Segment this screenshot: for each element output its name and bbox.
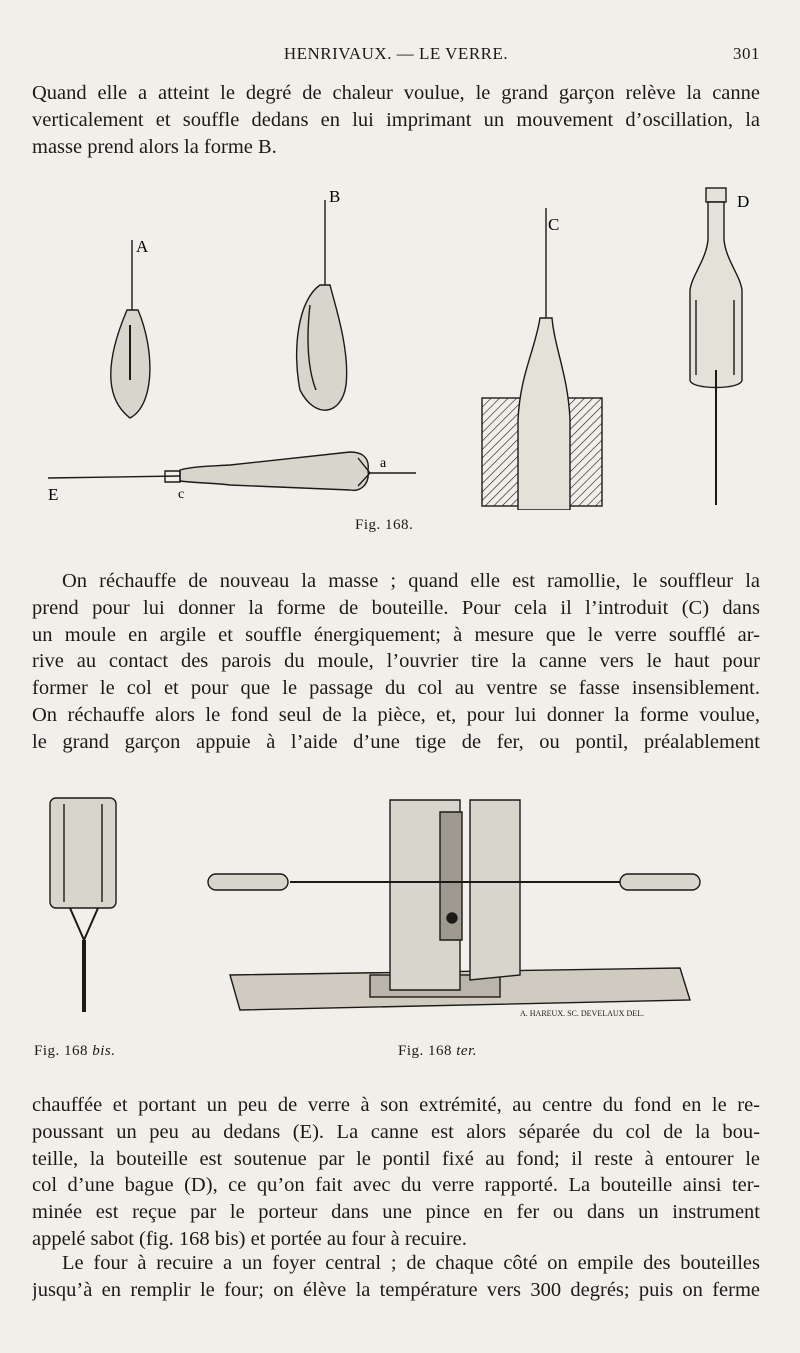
text-line: masse prend alors la forme B. <box>32 135 277 158</box>
header-title: HENRIVAUX. — LE VERRE. <box>283 44 509 63</box>
label-small-c: c <box>178 487 185 502</box>
text-line: col d’une bague (D), ce qu’on fait avec du verre rapporté. La bouteille ainsi ter- <box>32 1174 760 1197</box>
text-line: On réchauffe de nouveau la masse ; quand elle est ramollie, le souffleur la <box>62 570 760 592</box>
paragraph-1 <box>32 80 760 160</box>
label-a: A <box>136 237 149 256</box>
text-line: le grand garçon appuie à l’aide d’une tige de fer, ou pontil, préalablement <box>32 730 760 753</box>
running-header <box>32 44 760 70</box>
text-line: former le col et pour que le passage du col au ventre se fasse insensiblement. <box>32 677 760 700</box>
text-line: jusqu’à en remplir le four; on élève la température vers 300 degrés; puis on ferme <box>32 1278 760 1301</box>
label-d: D <box>737 192 750 211</box>
text-line: On réchauffe alors le fond seul de la pièce, et, pour lui donner la forme voulue, <box>32 703 760 726</box>
label-small-a: a <box>380 456 387 471</box>
caption-prefix: Fig. 168 <box>34 1043 89 1059</box>
figure-168-caption: Fig. 168. <box>355 517 414 533</box>
caption-suffix: ter. <box>456 1043 478 1059</box>
figure-168-ter-illustration <box>200 790 720 1025</box>
text-line: minée est reçue par le porteur dans une pince en fer ou dans un instrument <box>32 1201 760 1224</box>
caption-suffix: bis. <box>92 1043 116 1059</box>
figure-168-ter-caption <box>398 1043 477 1060</box>
text-line: chauffée et portant un peu de verre à son extrémité, au centre du fond en le re- <box>32 1094 760 1116</box>
label-e: E <box>48 485 59 504</box>
text-line: prend pour lui donner la forme de bouteille. Pour cela il l’introduit (C) dans <box>32 596 760 619</box>
text-line: teille, la bouteille est soutenue par le pontil fixé au fond; il reste à entourer le <box>32 1147 760 1170</box>
text-line: verticalement et souffle dedans en lui imprimant un mouvement d’oscillation, la <box>32 108 760 131</box>
paragraph-4 <box>32 1250 760 1304</box>
figure-168-illustration <box>30 180 770 510</box>
figure-168-bis-caption <box>34 1043 116 1060</box>
text-line: appelé sabot (fig. 168 bis) et portée au four à recuire. <box>32 1227 467 1250</box>
text-line: rive au contact des parois du moule, l’ouvrier tire la canne vers le haut pour <box>32 650 760 673</box>
text-line: Quand elle a atteint le degré de chaleur voulue, le grand garçon relève la canne <box>32 82 760 104</box>
page-number: 301 <box>733 44 760 63</box>
label-c: C <box>548 215 560 234</box>
text-line: Le four à recuire a un foyer central ; de chaque côté on empile des bouteilles <box>62 1252 760 1274</box>
text-line: poussant un peu au dedans (E). La canne est alors séparée du col de la bou- <box>32 1120 760 1143</box>
figure-168-bis-illustration <box>44 790 124 1015</box>
paragraph-2 <box>32 568 760 756</box>
engraver-credit: A. HAREUX. SC. DEVELAUX DEL. <box>520 1009 644 1018</box>
caption-prefix: Fig. 168 <box>398 1043 453 1059</box>
text-line: un moule en argile et souffle énergiquement; à mesure que le verre soufflé ar- <box>32 623 760 646</box>
paragraph-3 <box>32 1092 760 1253</box>
label-b: B <box>329 187 341 206</box>
